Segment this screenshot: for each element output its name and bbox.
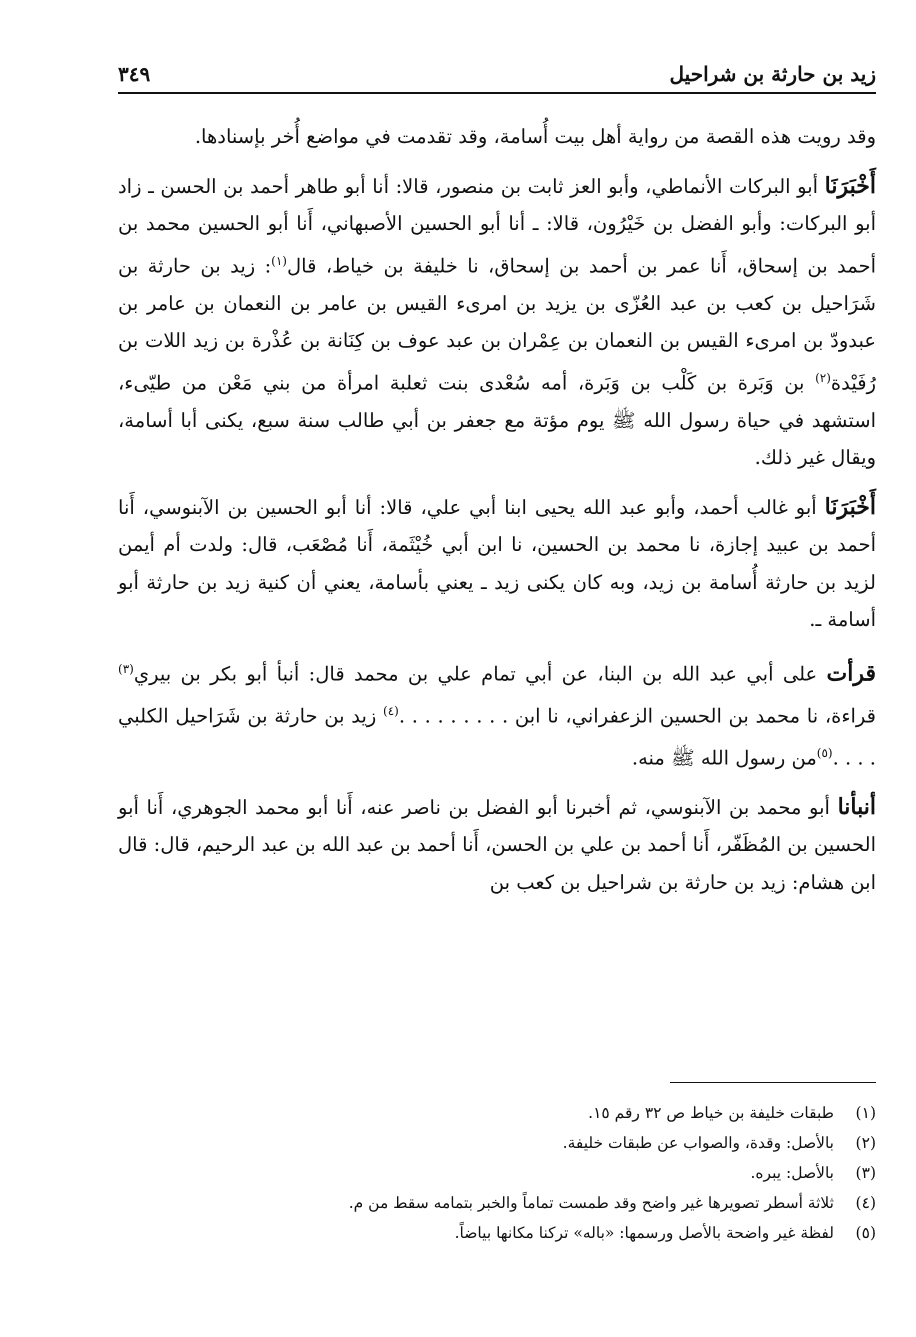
paragraph-lead-word: أنبأنا (837, 793, 876, 820)
paragraph (118, 789, 876, 902)
footnote-text: بالأصل: يبره. (750, 1164, 834, 1182)
paragraph (118, 168, 876, 477)
paragraph (118, 651, 876, 777)
footnote-number: (٣) (855, 1164, 876, 1182)
paragraph (118, 489, 876, 639)
footnotes (118, 1098, 876, 1248)
paragraph-text: على أبي عبد الله بن البنا، عن أبي تمام علي بن محمد قال: أنبأ أبو بكر بن بيري (133, 662, 827, 685)
paragraph-text: : زيد بن حارثة بن شَرَاحيل بن كعب بن عبد العُزّى بن يزيد بن امرىء القيس بن عامر بن النعمان بن عامر بن عبدودّ بن امرىء القيس بن النعمان بن عِمْران بن عبد عوف بن كِنَانة بن عُذْرة بن زيد اللات بن رُفَيْدة (118, 254, 876, 394)
footnote-text: ثلاثة أسطر تصويرها غير واضح وقد طمست تماماً والخبر بتمامه سقط من م. (348, 1194, 834, 1212)
paragraph-text: بن وَبَرة بن كَلْب بن وَبَرة، أمه سُعْدى بنت ثعلبة امرأة من بني مَعْن من طيّىء، استشهد في حياة رسول الله ﷺ يوم مؤتة مع جعفر بن أبي طالب سنة سبع، يكنى أبا أسامة، ويقال غير ذلك. (118, 371, 876, 469)
footnote-item (118, 1128, 876, 1158)
footnote-item (118, 1158, 876, 1188)
paragraph-text: قراءة، نا محمد بن الحسين الزعفراني، نا ابن . . . . . . . . . (398, 704, 876, 727)
footnote-text: طبقات خليفة بن خياط ص ٣٢ رقم ١٥. (588, 1104, 834, 1122)
footnote-marker: (٢) (815, 370, 831, 385)
footnote-text: لفظة غير واضحة بالأصل ورسمها: «باله» تركنا مكانها بياضاً. (454, 1224, 834, 1242)
footnote-marker: (١) (271, 253, 287, 268)
paragraph (118, 118, 876, 156)
footnote-item (118, 1098, 876, 1128)
running-title: زيد بن حارثة بن شراحيل (669, 62, 876, 86)
paragraph-text: من رسول الله ﷺ منه. (631, 746, 817, 769)
footnote-marker: (٥) (816, 745, 833, 760)
footnote-marker: (٤) (383, 703, 399, 718)
running-header (118, 52, 876, 94)
paragraph-lead-word: أَخْبَرَنَا (824, 493, 876, 520)
paragraph-text: وقد رويت هذه القصة من رواية أهل بيت أُسامة، وقد تقدمت في مواضع أُخر بإسنادها. (194, 125, 876, 148)
footnote-number: (١) (855, 1104, 876, 1122)
paragraph-text: أبو غالب أحمد، وأبو عبد الله يحيى ابنا أبي علي، قالا: أنا أبو الحسين بن الآبنوسي، أَنا أحمد بن عبيد إجازة، نا محمد بن الحسين، نا ابن أبي خُيْثَمة، أَنا مُصْعَب، قال: ولدت أم أيمن لزيد بن حارثة أُسامة بن زيد، وبه كان يكنى زيد ـ يعني بأسامة، يعني أن كنية زيد بن حارثة أبو أسامة ـ. (118, 495, 876, 631)
page-number: ٣٤٩ (118, 62, 151, 86)
footnote-marker: (٣) (118, 661, 134, 676)
main-text (118, 118, 876, 913)
paragraph-text: أبو محمد بن الآبنوسي، ثم أخبرنا أبو الفضل بن ناصر عنه، أَنا أبو محمد الجوهري، أَنا أبو الحسين بن المُظَفّر، أَنا أحمد بن علي بن الحسن، أَنا أحمد بن عبد الله بن عبد الرحيم، قال: قال ابن هشام: زيد بن حارثة بن شراحيل بن كعب بن (118, 795, 876, 894)
paragraph-lead-word: قرأت (826, 660, 876, 686)
footnote-divider (670, 1082, 876, 1083)
footnote-number: (٤) (855, 1194, 876, 1212)
paragraph-lead-word: أَخْبَرَنَا (824, 172, 876, 199)
footnote-text: بالأصل: وقدة، والصواب عن طبقات خليفة. (562, 1134, 834, 1152)
footnote-number: (٢) (855, 1134, 876, 1152)
footnote-item (118, 1188, 876, 1218)
footnote-number: (٥) (855, 1224, 876, 1242)
footnote-item (118, 1218, 876, 1248)
paragraph-text: أبو البركات الأنماطي، وأبو العز ثابت بن منصور، قالا: أنا أبو طاهر أحمد بن الحسن ـ زاد أبو البركات: وأبو الفضل بن خَيْرُون، قالا: ـ أنا أبو الحسين الأصبهاني، أَنا أبو الحسين محمد بن أحمد بن إسحاق، أَنا عمر بن أحمد بن إسحاق، نا خليفة بن خياط، قال (118, 174, 877, 277)
paragraph-text: زيد بن حارثة بن شَرَاحيل الكلبي . . . . (118, 704, 876, 769)
